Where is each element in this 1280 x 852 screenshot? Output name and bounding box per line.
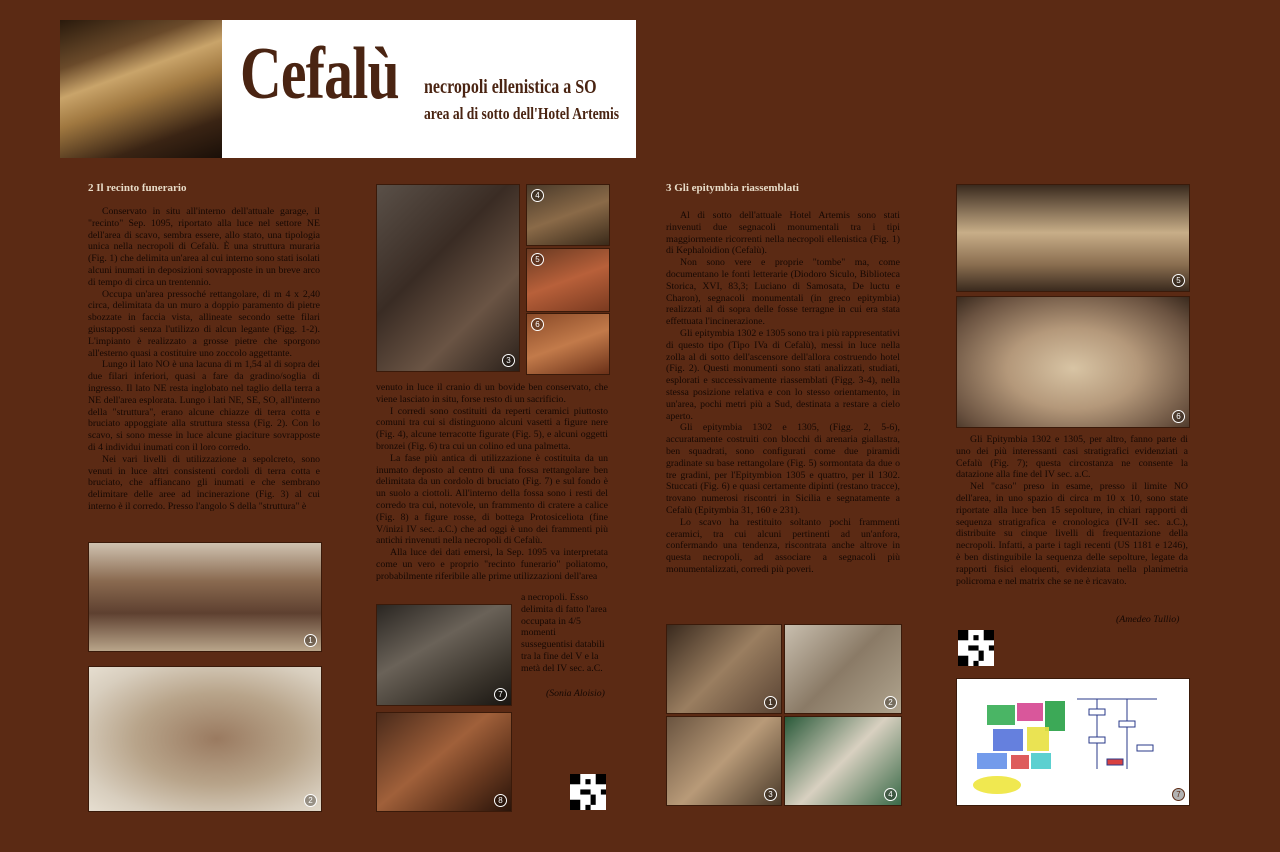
figure-8-photo: [376, 712, 512, 812]
section-3-column-2: [956, 434, 1188, 587]
figure-7-photo: [376, 604, 512, 706]
author-signature: (Amedeo Tullio): [1116, 614, 1180, 625]
figure-number: 8: [494, 794, 507, 807]
figure-3-photo: [666, 716, 782, 806]
figure-number: 7: [1172, 788, 1185, 801]
figure-1-photo: [88, 542, 322, 652]
paragraph: Gli epitymbia 1302 e 1305 sono tra i più rappresentativi di questo tipo (Tipo IVa di Cefalù), messi in luce nella zolla al di sotto dell'ascensore dell'allora costruendo hotel (Fig. 2). Questi monumenti sono stati analizzati, studiati, esplorati e successivamente riassemblati (Figg. 3-4), nella stessa posizione relativa e con lo stesso orientamento, in un'area, pochi metri più a Sud, destinata a restare a cielo aperto.: [666, 327, 900, 422]
paragraph: Nei vari livelli di utilizzazione a sepolcreto, sono venuti in luce altri consistenti cordoli di terra cotta e bruciato, che affiancano gli inumati e che sembrano delimitare delle aree ad incinerazione (Fig. 3) al cui interno è il corredo. Presso l'angolo S della "struttura" è: [88, 453, 320, 512]
page-title: Cefalù: [240, 33, 399, 115]
figure-number: 1: [304, 634, 317, 647]
figure-4-photo: [784, 716, 902, 806]
paragraph: Gli epitymbia 1302 e 1305, (Figg. 2, 5-6), accuratamente costruiti con blocchi di arenaria giallastra, ben squadrati, sono configurati come due piramidi gradinate su base rettangolare (Fig. 5) sormontata da due o tre gradini, per l'Epitymbion 1305 e quattro, per il 1302. Stuccati (Fig. 6) e quasi certamente dipinti (restano tracce), trovano numerosi riscontri in Sicilia e segnatamente a Cefalù (Epitymbia 31, 160 e 231).: [666, 422, 900, 516]
header-photo: [60, 20, 222, 158]
paragraph: La fase più antica di utilizzazione è costituita da un inumato deposto al centro di una fossa rettangolare ben delimitata da un cordolo di bruciato (Fig. 7) e sul fondo è un suolo a ciottoli. All'interno della fossa sono i resti del corredo tra cui, notevole, un frammento di cratere a calice (Fig. 8) a figure rosse, di bottega Protosiceliota (fine V/inizi IV sec. a.C.) che ad oggi è uno dei frammenti più antichi rinvenuti nella necropoli di Cefalù.: [376, 452, 608, 547]
figure-number: 5: [1172, 274, 1185, 287]
paragraph: venuto in luce il cranio di un bovide ben conservato, che viene lasciato in situ, forse resto di un sacrificio.: [376, 382, 608, 405]
subtitle-line-1: necropoli ellenistica a SO: [424, 76, 597, 98]
figure-4-photo: [526, 184, 610, 246]
qr-code[interactable]: [958, 630, 994, 666]
figure-5-photo: [526, 248, 610, 312]
qr-code[interactable]: [570, 774, 606, 810]
subtitle-line-2: area al di sotto dell'Hotel Artemis: [424, 104, 620, 123]
figure-6-photo: [956, 296, 1190, 428]
figure-number: 2: [304, 794, 317, 807]
figure-number: 3: [764, 788, 777, 801]
section-2-column-2: [376, 382, 608, 583]
paragraph: Nel "caso" preso in esame, presso il limite NO dell'area, in uno spazio di circa m 10 x 10, sono state riportate alla luce ben 15 sepolture, in chiari rapporti di sequenza stratigrafica e cronologica (IV-II sec. a.C.), distribuite su cinque livelli di frequentazione della necropoli. Infatti, a parte i tagli recenti (US 1181 e 1246), è ben distinguibile la sequenza delle sepolture, legate da rapporti fisici eloquenti, evidenziata nella planimetria policroma e nel matrix che se ne è ricavato.: [956, 481, 1188, 587]
figure-5-photo: [956, 184, 1190, 292]
figure-number: 4: [884, 788, 897, 801]
figure-number: 2: [884, 696, 897, 709]
paragraph: Al di sotto dell'attuale Hotel Artemis sono stati rinvenuti due segnacoli monumentali tra i tipi maggiormente ricorrenti nella necropoli ellenistica (Fig. 1) di Kephaloidion (Cefalù).: [666, 210, 900, 257]
paragraph: Non sono vere e proprie "tombe" ma, come documentano le fonti letterarie (Diodoro Siculo, Biblioteca Storica, XVI, 83,3; Luciano di Samosata, De luctu e Charon), segnacoli monumentali (in greco epitymbia) realizzati al di sopra delle fosse terragne in cui era stata effettuata l'incinerazione.: [666, 257, 900, 328]
figure-number: 3: [502, 354, 515, 367]
paragraph: Occupa un'area pressoché rettangolare, di m 4 x 2,40 circa, delimitata da un muro a doppio paramento di pietre sbozzate in faccia vista, allineate secondo sette filari giustapposti senza l'utilizzo di alcun legante (Figg. 1-2). L'impianto è realizzato a grosse pietre che sporgono all'esterno quasi a costituire uno zoccolo aggettante.: [88, 288, 320, 359]
figure-number: 6: [531, 318, 544, 331]
section-2-column-1: [88, 206, 320, 513]
figure-2-photo: [88, 666, 322, 812]
paragraph: I corredi sono costituiti da reperti ceramici piuttosto comuni tra cui si distinguono alcuni vasetti a figure nere (Fig. 4), alcune terracotte figurate (Fig. 5), e alcuni oggetti bronzei (Fig. 6) tra cui un colino ed una palmetta.: [376, 405, 608, 452]
figure-3-photo: [376, 184, 520, 372]
section-2-column-2-tail: a necropoli. Esso delimita di fatto l'area occupata in 4/5 momenti susseguentisi databili tra la fine del V e la metà del IV sec. a.C.: [521, 592, 607, 674]
paragraph: Gli Epitymbia 1302 e 1305, per altro, fanno parte di uno dei più interessanti casi stratigrafici evidenziati a Cefalù (Fig. 7); questa circostanza ne consente la datazione alla fine del IV sec. a.C.: [956, 434, 1188, 481]
paragraph: Conservato in situ all'interno dell'attuale garage, il "recinto" Sep. 1095, riportato alla luce nel settore NE dell'area di scavo, sembra essere, allo stato, una tipologia unica nella necropoli di Cefalù. È una struttura muraria (Fig. 1) che delimita un'area al cui interno sono stati isolati alcuni inumati in deposizioni sovrapposte in un breve arco di tempo di circa un trentennio.: [88, 206, 320, 288]
paragraph: Alla luce dei dati emersi, la Sep. 1095 va interpretata come un vero e proprio "recinto funerario" poliatomo, probabilmente riferibile alle prime utilizzazioni dell'area: [376, 547, 608, 582]
section-3-column-1: [666, 210, 900, 576]
paragraph: Lo scavo ha restituito soltanto pochi frammenti ceramici, tra cui alcuni pertinenti ad un'anfora, confermando una tendenza, riscontrata anche altrove in questa necropoli, ad associare a segnacoli più monumentalizzati, corredi più poveri.: [666, 516, 900, 575]
figure-6-photo: [526, 313, 610, 375]
section-2-heading: 2 Il recinto funerario: [88, 182, 187, 194]
author-signature: (Sonia Aloisio): [546, 688, 605, 699]
paragraph: Lungo il lato NO è una lacuna di m 1,54 al di sopra dei due filari inferiori, quasi a fare da gradino/soglia di ingresso. Il lato NE resta inglobato nel taglio della terra a NE dell'area esplorata. Lungo i lati NE, SE, SO, all'interno della "struttura", erano alcune chiazze di terra cotta e bruciato appoggiate alla struttura stessa (Fig. 2). Con lo scavo, si sono messe in luce alcune giaciture sovrapposte di 4 individui inumati con il loro corredo.: [88, 359, 320, 453]
figure-number: 7: [494, 688, 507, 701]
figure-7-stratigraphic-plan: [956, 678, 1190, 806]
figure-number: 1: [764, 696, 777, 709]
figure-2-photo: [784, 624, 902, 714]
header-banner: [60, 20, 636, 158]
figure-number: 4: [531, 189, 544, 202]
figure-number: 5: [531, 253, 544, 266]
figure-1-photo: [666, 624, 782, 714]
figure-number: 6: [1172, 410, 1185, 423]
section-3-heading: 3 Gli epitymbia riassemblati: [666, 182, 799, 194]
stratigraphic-plan-diagram: [957, 679, 1189, 805]
